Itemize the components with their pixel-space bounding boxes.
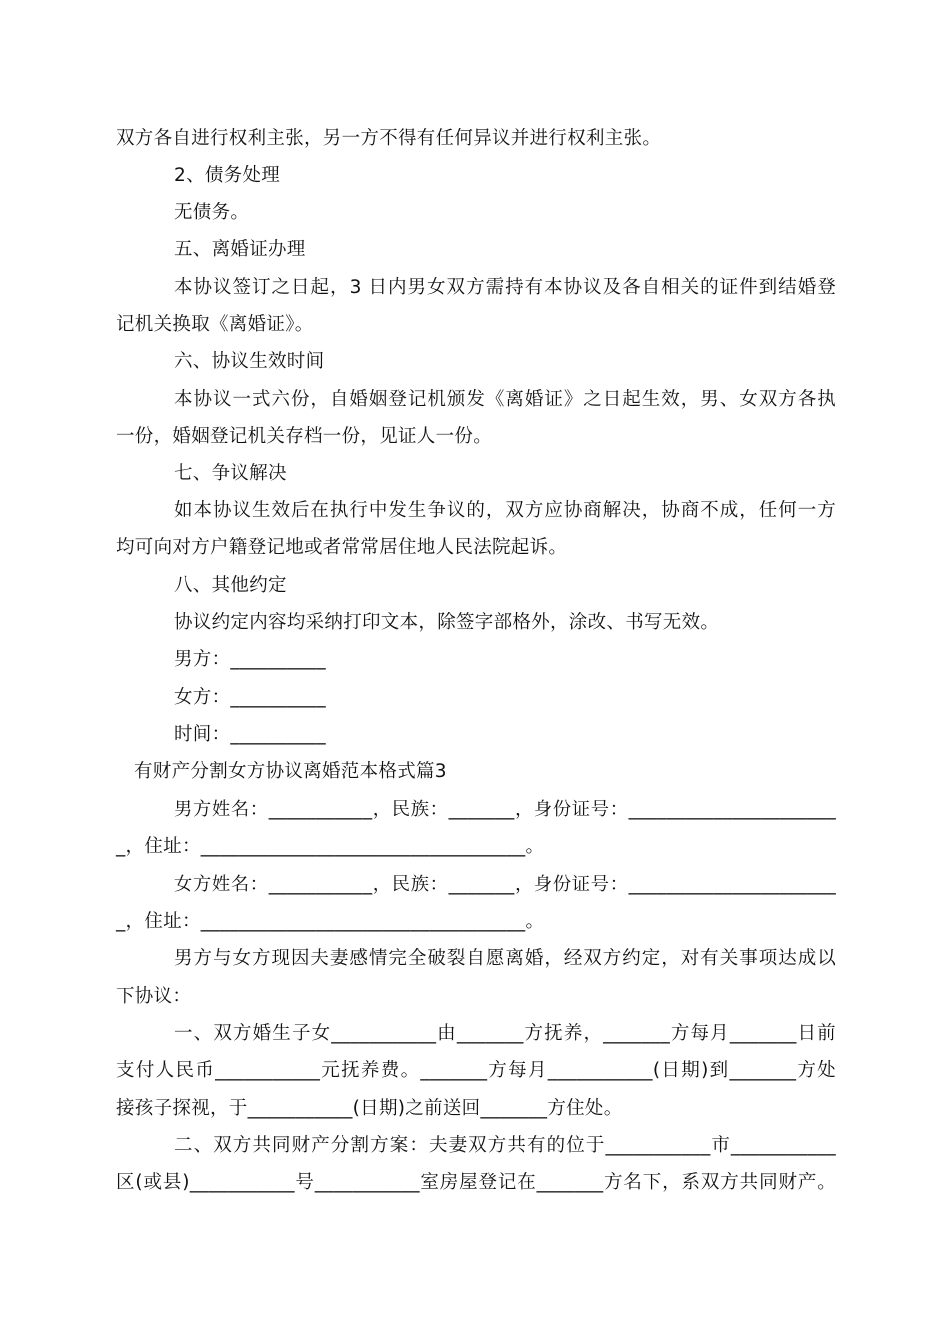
paragraph-line: 本协议签订之日起，3 日内男女双方需持有本协议及各自相关的证件到结婚登 <box>174 277 836 298</box>
signature-line-female: 女方：__________ <box>174 687 326 708</box>
signature-line-male: 男方：__________ <box>174 649 326 670</box>
signature-line-date: 时间：__________ <box>174 724 326 745</box>
section-heading: 八、其他约定 <box>174 575 287 596</box>
form-line: 男方姓名：___________，民族：_______，身份证号：______________________ <box>174 799 836 820</box>
paragraph-line: 均可向对方户籍登记地或者常常居住地人民法院起诉。 <box>116 537 568 558</box>
section-subheading: 2、债务处理 <box>174 165 281 186</box>
paragraph-line: 无债务。 <box>174 202 250 223</box>
form-line: _，住址：__________________________________。 <box>116 836 545 857</box>
paragraph-line: 协议约定内容均采纳打印文本，除签字部格外，涂改、书写无效。 <box>174 612 720 633</box>
section-heading: 七、争议解决 <box>174 463 287 484</box>
form-line: 一、双方婚生子女___________由_______方抚养，_______方每月_______日前 <box>174 1023 836 1044</box>
form-line: 支付人民币___________元抚养费。_______方每月___________(日期)到_______方处 <box>116 1060 836 1081</box>
paragraph-line: 下协议： <box>116 986 192 1007</box>
section-heading: 五、离婚证办理 <box>174 239 306 260</box>
paragraph-line: 如本协议生效后在执行中发生争议的，双方应协商解决，协商不成，任何一方 <box>174 500 836 521</box>
paragraph-line: 男方与女方现因夫妻感情完全破裂自愿离婚，经双方约定，对有关事项达成以 <box>174 948 836 969</box>
paragraph-line: 一份，婚姻登记机关存档一份，见证人一份。 <box>116 426 493 447</box>
form-line: _，住址：__________________________________。 <box>116 911 545 932</box>
form-line: 接孩子探视，于___________(日期)之前送回_______方住处。 <box>116 1098 623 1119</box>
section-heading: 六、协议生效时间 <box>174 351 325 372</box>
form-line: 区(或县)___________号___________室房屋登记在_______方名下，系双方共同财产。 <box>116 1172 836 1193</box>
paragraph-line: 记机关换取《离婚证》。 <box>116 314 314 335</box>
form-line: 二、双方共同财产分割方案：夫妻双方共有的位于___________市___________ <box>174 1135 836 1156</box>
article-title: 有财产分割女方协议离婚范本格式篇3 <box>134 761 447 782</box>
paragraph-line: 双方各自进行权利主张，另一方不得有任何异议并进行权利主张。 <box>116 128 662 149</box>
form-line: 女方姓名：___________，民族：_______，身份证号：______________________ <box>174 874 836 895</box>
paragraph-line: 本协议一式六份，自婚姻登记机颁发《离婚证》之日起生效，男、女双方各执 <box>174 389 836 410</box>
